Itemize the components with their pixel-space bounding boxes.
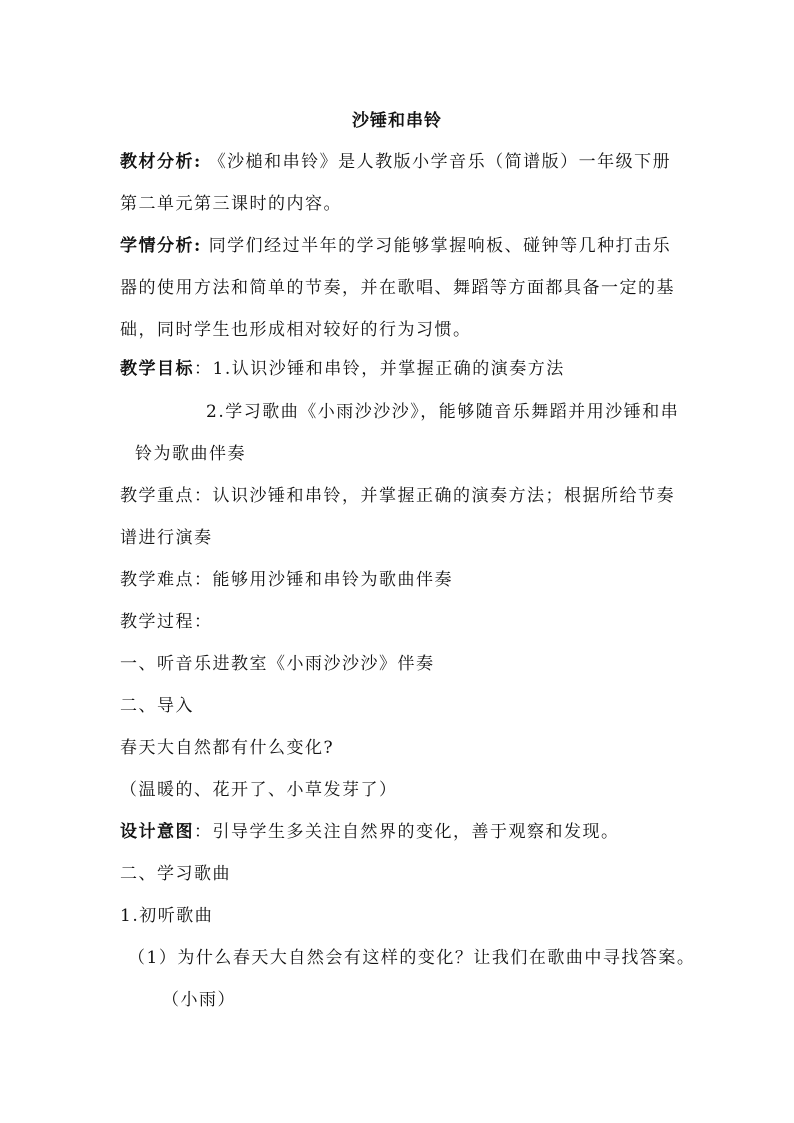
- analysis-line-1: [120, 150, 671, 174]
- sub-1-answer-line: （小雨）: [162, 990, 236, 1010]
- key-line-2: 谱进行演奏: [120, 528, 213, 548]
- sub-1-question-line: （1）为什么春天大自然会有这样的变化？让我们在歌曲中寻找答案。: [128, 948, 696, 968]
- design-label: 设计意图: [120, 822, 194, 842]
- process-line: 教学过程：: [120, 612, 213, 632]
- analysis-label: 教材分析:: [120, 152, 202, 172]
- student-line-1: [120, 234, 671, 258]
- goal-line-1: [120, 357, 565, 381]
- analysis-line-2: 第二单元第三课时的内容。: [120, 194, 342, 214]
- student-line-3: 础，同时学生也形成相对较好的行为习惯。: [120, 320, 472, 340]
- answer-line: （温暖的、花开了、小草发芽了）: [120, 780, 398, 800]
- goal-label: 教学目标: [120, 359, 194, 379]
- page-title: 沙锤和串铃: [352, 111, 442, 131]
- step-1-line: 一、听音乐进教室《小雨沙沙沙》伴奏: [120, 654, 435, 674]
- goal-text-1: ：1.认识沙锤和串铃，并掌握正确的演奏方法: [194, 359, 565, 379]
- step-2-line: 二、导入: [120, 696, 194, 716]
- goal-line-2: 2.学习歌曲《小雨沙沙沙》，能够随音乐舞蹈并用沙锤和串: [206, 402, 680, 422]
- difficulty-line: 教学难点：能够用沙锤和串铃为歌曲伴奏: [120, 570, 453, 590]
- goal-line-3: 铃为歌曲伴奏: [135, 444, 246, 464]
- design-line: [120, 820, 620, 844]
- analysis-text: 《沙槌和串铃》是人教版小学音乐（简谱版）一年级下册: [208, 152, 672, 172]
- design-text: ：引导学生多关注自然界的变化，善于观察和发现。: [194, 822, 620, 842]
- student-text: 同学们经过半年的学习能够掌握响板、碰钟等几种打击乐: [208, 236, 672, 256]
- student-line-2: 器的使用方法和简单的节奏，并在歌唱、舞蹈等方面都具备一定的基: [120, 278, 675, 298]
- student-label: 学情分析:: [120, 236, 202, 256]
- question-line: 春天大自然都有什么变化?: [120, 738, 335, 758]
- key-line-1: 教学重点：认识沙锤和串铃，并掌握正确的演奏方法；根据所给节奏: [120, 486, 675, 506]
- step-3-line: 二、学习歌曲: [120, 864, 231, 884]
- sub-1-line: 1.初听歌曲: [120, 906, 214, 926]
